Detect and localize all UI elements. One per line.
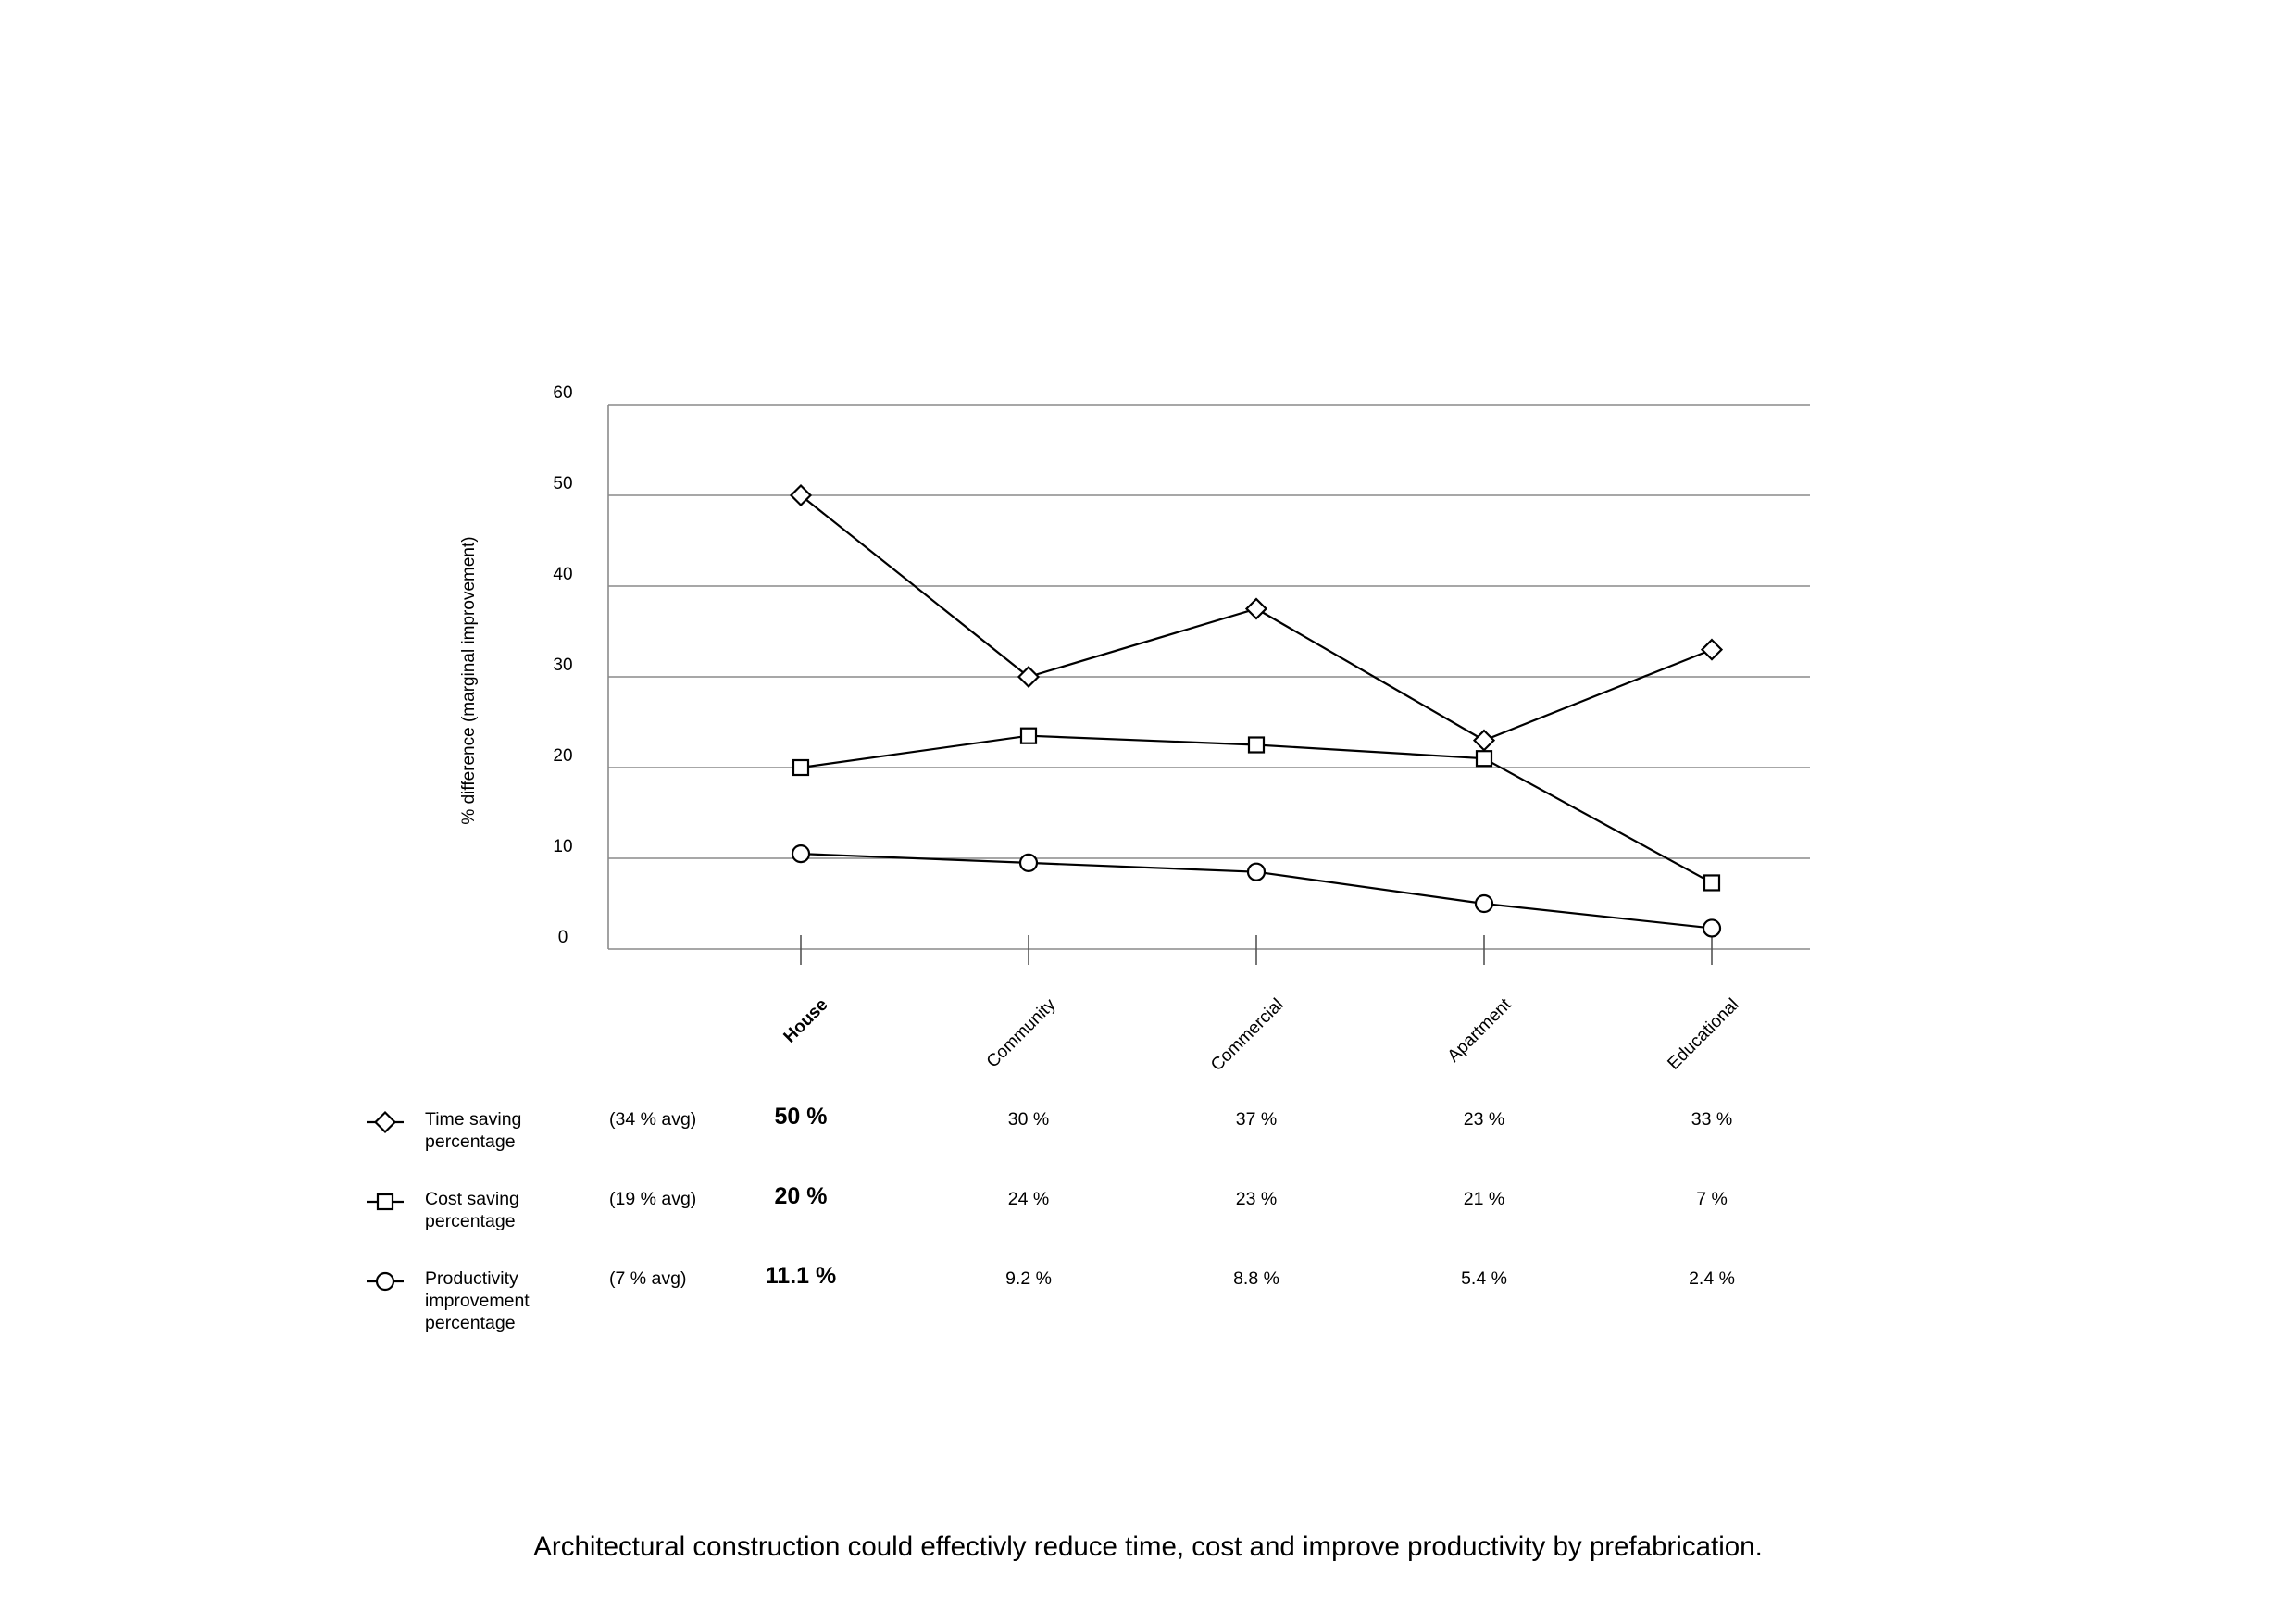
legend-label-time: Time saving percentage	[425, 1109, 522, 1152]
time-value-house: 50 %	[774, 1104, 828, 1130]
cost-point-apartment	[1477, 751, 1491, 766]
series-layer	[792, 486, 1722, 937]
x-tick-educational: Educational	[1664, 994, 1743, 1074]
legend-markers	[367, 1113, 404, 1291]
cost-value-house: 20 %	[774, 1183, 828, 1209]
series-productivity	[792, 845, 1720, 936]
productivity-point-house	[792, 845, 809, 862]
time-point-commercial	[1247, 599, 1267, 618]
series-line-cost	[801, 736, 1712, 883]
time-value-educational: 33 %	[1691, 1109, 1733, 1130]
cost-point-commercial	[1249, 738, 1264, 753]
legend-marker-productivity	[367, 1273, 404, 1290]
x-tick-labels	[780, 994, 1743, 1075]
productivity-point-apartment	[1476, 895, 1492, 912]
legend-symbol-cost	[378, 1194, 393, 1209]
grid-layer	[608, 405, 1810, 965]
y-tick-labels	[553, 383, 572, 947]
y-tick-40: 40	[553, 565, 573, 584]
avg-productivity: (7 % avg)	[609, 1268, 687, 1289]
legend-label-cost: Cost saving percentage	[425, 1189, 519, 1231]
y-tick-20: 20	[553, 746, 573, 766]
productivity-value-apartment: 5.4 %	[1461, 1268, 1507, 1289]
legend-symbol-time	[376, 1113, 395, 1132]
productivity-point-community	[1020, 855, 1037, 871]
y-tick-30: 30	[553, 656, 573, 675]
cost-point-house	[793, 760, 808, 775]
time-point-house	[792, 486, 811, 506]
cost-value-community: 24 %	[1007, 1189, 1050, 1209]
series-time	[792, 486, 1722, 751]
legend-symbol-productivity	[377, 1273, 393, 1290]
cost-point-educational	[1704, 875, 1719, 890]
avg-cost: (19 % avg)	[609, 1189, 697, 1209]
productivity-point-educational	[1703, 919, 1720, 936]
productivity-value-commercial: 8.8 %	[1233, 1268, 1279, 1289]
productivity-value-community: 9.2 %	[1005, 1268, 1052, 1289]
legend-marker-cost	[367, 1194, 404, 1209]
x-tick-house: House	[780, 994, 832, 1047]
time-point-educational	[1703, 640, 1722, 659]
y-tick-10: 10	[553, 837, 573, 856]
cost-value-commercial: 23 %	[1235, 1189, 1278, 1209]
legend-marker-time	[367, 1113, 404, 1132]
y-tick-50: 50	[553, 474, 573, 493]
productivity-point-commercial	[1248, 864, 1265, 881]
y-axis-label: % difference (marginal improvement)	[459, 536, 479, 825]
productivity-value-house: 11.1 %	[765, 1263, 837, 1289]
time-point-apartment	[1475, 731, 1494, 750]
cost-value-educational: 7 %	[1696, 1189, 1728, 1209]
productivity-value-educational: 2.4 %	[1689, 1268, 1735, 1289]
y-tick-0: 0	[557, 928, 568, 947]
legend-label-productivity: Productivity improvement percentage	[425, 1268, 530, 1333]
figure-caption: Architectural construction could effectivly reduce time, cost and improve productivity by prefabrication.	[533, 1531, 1763, 1562]
x-tick-community: Community	[982, 994, 1060, 1072]
y-tick-60: 60	[553, 383, 573, 403]
x-tick-commercial: Commercial	[1207, 994, 1288, 1076]
cost-point-community	[1021, 729, 1036, 743]
time-point-community	[1019, 668, 1039, 687]
cost-value-apartment: 21 %	[1463, 1189, 1505, 1209]
x-tick-apartment: Apartment	[1443, 994, 1516, 1067]
time-value-commercial: 37 %	[1235, 1109, 1278, 1130]
avg-time: (34 % avg)	[609, 1109, 697, 1130]
time-value-apartment: 23 %	[1463, 1109, 1505, 1130]
time-value-community: 30 %	[1007, 1109, 1050, 1130]
